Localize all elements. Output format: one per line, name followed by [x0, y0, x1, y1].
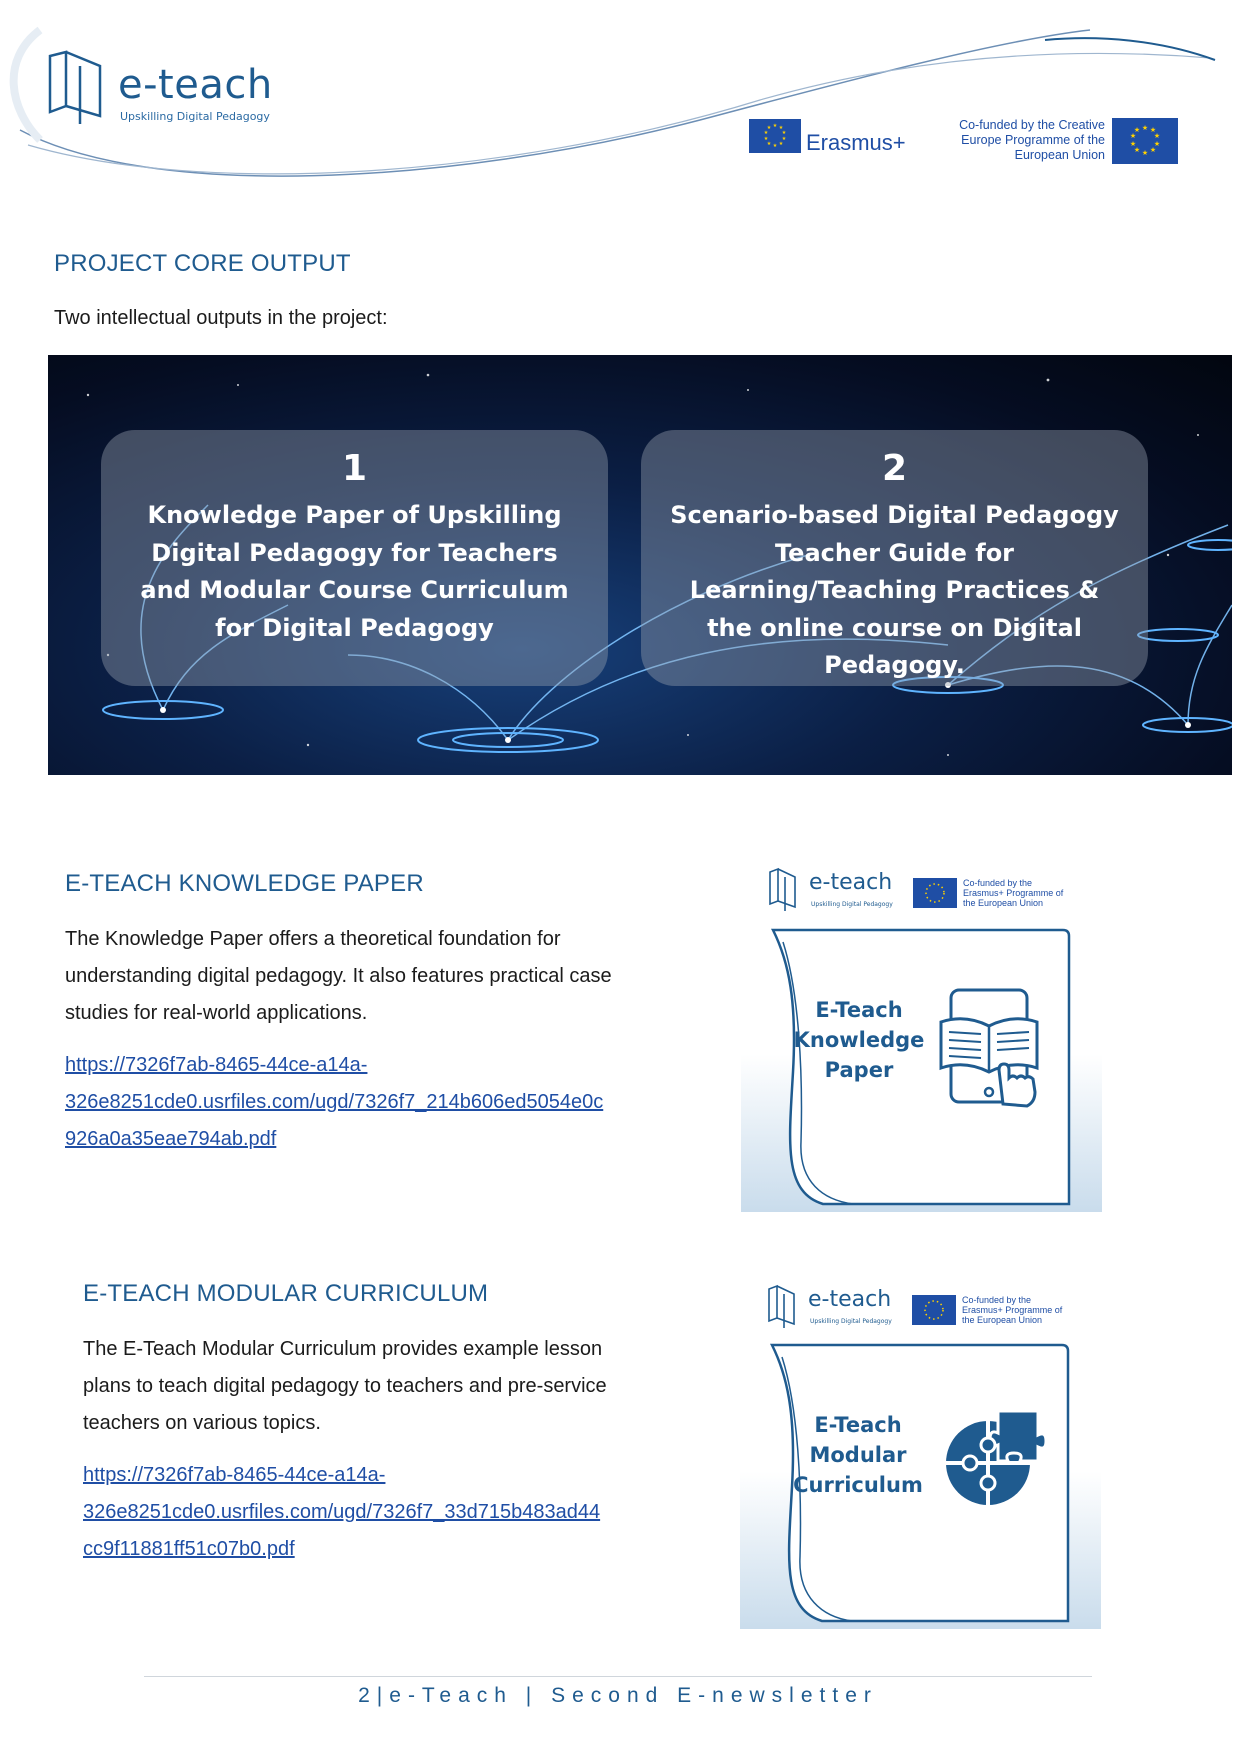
- svg-text:★: ★: [772, 123, 778, 129]
- link-line: https://7326f7ab-8465-44ce-a14a-: [83, 1464, 386, 1486]
- svg-text:★: ★: [763, 136, 769, 142]
- output-card-1: [101, 430, 608, 686]
- modular-curriculum-cover: [740, 1279, 1101, 1629]
- tablet-book-icon: [937, 986, 1047, 1110]
- eu-flag-icon: [913, 878, 957, 908]
- svg-text:★: ★: [1149, 146, 1157, 154]
- footer-text: 2|e-Teach | Second E-newsletter: [358, 1684, 878, 1707]
- eu-flag-icon: [749, 119, 801, 153]
- output-number: 2: [881, 448, 908, 489]
- knowledge-paper-cover: [741, 862, 1102, 1212]
- svg-text:★: ★: [1133, 126, 1141, 134]
- svg-text:★: ★: [1133, 146, 1141, 154]
- output-card-2: [641, 430, 1148, 686]
- link-line: cc9f11881ff51c07b0.pdf: [83, 1538, 295, 1560]
- cover-cofund: Co-funded by the Erasmus+ Programme of the European Union: [963, 878, 1064, 908]
- cofund-text: Co-funded by the Creative Europe Programme of the European Union: [959, 118, 1105, 162]
- cover-logo-tagline: Upskilling Digital Pedagogy: [811, 901, 893, 908]
- svg-text:★: ★: [1149, 126, 1157, 134]
- eu-flag-icon: [1112, 118, 1178, 164]
- modular-curriculum-link[interactable]: [83, 1457, 663, 1568]
- puzzle-icon: [938, 1405, 1048, 1515]
- svg-text:★: ★: [1129, 132, 1137, 140]
- outputs-banner: [48, 355, 1232, 775]
- cover-title-line: Curriculum: [793, 1473, 923, 1497]
- cover-title-line: E-Teach: [814, 1413, 902, 1437]
- svg-text:★: ★: [781, 136, 787, 142]
- cover-logo-tagline: Upskilling Digital Pedagogy: [810, 1318, 892, 1325]
- eu-flag-icon: [912, 1295, 956, 1325]
- link-line: 926a0a35eae794ab.pdf: [65, 1128, 277, 1150]
- section-heading-modular-curriculum: E-TEACH MODULAR CURRICULUM: [83, 1280, 489, 1307]
- svg-text:★: ★: [1141, 124, 1149, 132]
- link-line: 326e8251cde0.usrfiles.com/ugd/7326f7_214b606ed5054e0c: [65, 1091, 604, 1113]
- cover-logo: e-teach: [808, 1287, 892, 1312]
- cover-title: [778, 1410, 938, 1500]
- svg-text:★: ★: [1153, 132, 1161, 140]
- svg-text:★: ★: [778, 125, 784, 131]
- output-number: 1: [341, 448, 368, 489]
- section-heading-knowledge-paper: E-TEACH KNOWLEDGE PAPER: [65, 870, 424, 897]
- section-heading-core-output: PROJECT CORE OUTPUT: [54, 250, 351, 277]
- svg-text:★: ★: [1141, 149, 1149, 157]
- eteach-logo-icon: [44, 46, 104, 126]
- footer-rule: [144, 1676, 1092, 1677]
- knowledge-paper-link[interactable]: [65, 1047, 665, 1158]
- logo-name: e-teach: [118, 62, 273, 108]
- link-line: 326e8251cde0.usrfiles.com/ugd/7326f7_33d715b483ad44: [83, 1501, 601, 1523]
- link-line: https://7326f7ab-8465-44ce-a14a-: [65, 1054, 368, 1076]
- eteach-logo-icon: [767, 866, 797, 912]
- svg-text:★: ★: [766, 141, 772, 147]
- core-output-intro: Two intellectual outputs in the project:: [54, 307, 388, 329]
- cover-cofund: Co-funded by the Erasmus+ Programme of the European Union: [962, 1295, 1063, 1325]
- svg-text:★: ★: [778, 141, 784, 147]
- svg-text:★: ★: [781, 130, 787, 136]
- logo-tagline: Upskilling Digital Pedagogy: [120, 110, 270, 123]
- output-title: Knowledge Paper of Upskilling Digital Pedagogy for Teachers and Modular Course Curriculum for Digital Pedagogy: [140, 501, 569, 642]
- cover-title-line: Knowledge: [793, 1028, 925, 1052]
- svg-text:★: ★: [1129, 140, 1137, 148]
- cover-title: [779, 995, 939, 1085]
- svg-text:★: ★: [1153, 140, 1161, 148]
- erasmus-label: Erasmus+: [806, 130, 906, 155]
- cover-title-line: Modular: [809, 1443, 907, 1467]
- output-title: Scenario-based Digital Pedagogy Teacher Guide for Learning/Teaching Practices & the online course on Digital Pedagogy.: [670, 501, 1119, 679]
- svg-text:★: ★: [766, 125, 772, 131]
- modular-curriculum-body: The E-Teach Modular Curriculum provides example lesson plans to teach digital pedagogy to teachers and pre-service teachers on various topics.: [83, 1338, 607, 1434]
- eteach-logo-icon: [766, 1283, 796, 1329]
- knowledge-paper-body: The Knowledge Paper offers a theoretical foundation for understanding digital pedagogy. It also features practical case studies for real-world applications.: [65, 928, 612, 1024]
- svg-text:★: ★: [763, 130, 769, 136]
- svg-text:★: ★: [772, 143, 778, 149]
- cover-title-line: E-Teach: [815, 998, 903, 1022]
- cover-logo: e-teach: [809, 870, 893, 895]
- cover-title-line: Paper: [824, 1058, 894, 1082]
